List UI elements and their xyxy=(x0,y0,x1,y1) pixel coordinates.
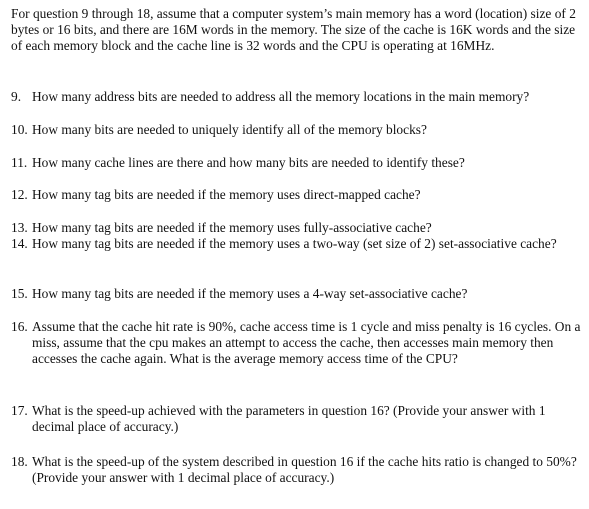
question-number: 11. xyxy=(11,155,28,170)
question-9 xyxy=(11,89,581,105)
question-16 xyxy=(11,319,581,367)
question-14 xyxy=(11,236,581,252)
question-10 xyxy=(11,122,581,138)
question-12 xyxy=(11,187,581,203)
question-text: How many tag bits are needed if the memory uses a 4-way set-associative cache? xyxy=(32,286,468,301)
question-text: How many bits are needed to uniquely identify all of the memory blocks? xyxy=(32,122,427,137)
question-text: What is the speed-up achieved with the parameters in question 16? (Provide your answer with 1 decimal place of accuracy.) xyxy=(32,403,546,434)
question-number: 15. xyxy=(11,286,28,301)
question-number: 17. xyxy=(11,403,28,418)
question-17 xyxy=(11,403,581,435)
question-text: How many cache lines are there and how many bits are needed to identify these? xyxy=(32,155,465,170)
question-number: 9. xyxy=(11,89,22,104)
question-text: Assume that the cache hit rate is 90%, cache access time is 1 cycle and miss penalty is 16 cycles. On a miss, assume that the cpu makes an attempt to access the cache, then accesses main memory then accesses the cache again. What is the average memory access time of the CPU? xyxy=(32,319,581,366)
question-text: How many tag bits are needed if the memory uses direct-mapped cache? xyxy=(32,187,421,202)
intro-paragraph: For question 9 through 18, assume that a computer system’s main memory has a word (location) size of 2 bytes or 16 bits, and there are 16M words in the memory. The size of the cache is 16K words and the size of each memory block and the cache line is 32 words and the CPU is operating at 16MHz. xyxy=(11,6,576,53)
question-11 xyxy=(11,155,581,171)
question-number: 18. xyxy=(11,454,28,469)
question-13 xyxy=(11,220,581,236)
question-text: How many address bits are needed to address all the memory locations in the main memory? xyxy=(32,89,530,104)
question-text: How many tag bits are needed if the memory uses a two-way (set size of 2) set-associative cache? xyxy=(32,236,557,251)
question-number: 13. xyxy=(11,220,28,235)
question-number: 14. xyxy=(11,236,28,251)
question-18 xyxy=(11,454,581,486)
question-number: 10. xyxy=(11,122,28,137)
question-15 xyxy=(11,286,581,302)
question-text: How many tag bits are needed if the memory uses fully-associative cache? xyxy=(32,220,432,235)
question-number: 16. xyxy=(11,319,28,334)
question-number: 12. xyxy=(11,187,28,202)
question-text: What is the speed-up of the system described in question 16 if the cache hits ratio is changed to 50%? (Provide your answer with 1 decimal place of accuracy.) xyxy=(32,454,577,485)
